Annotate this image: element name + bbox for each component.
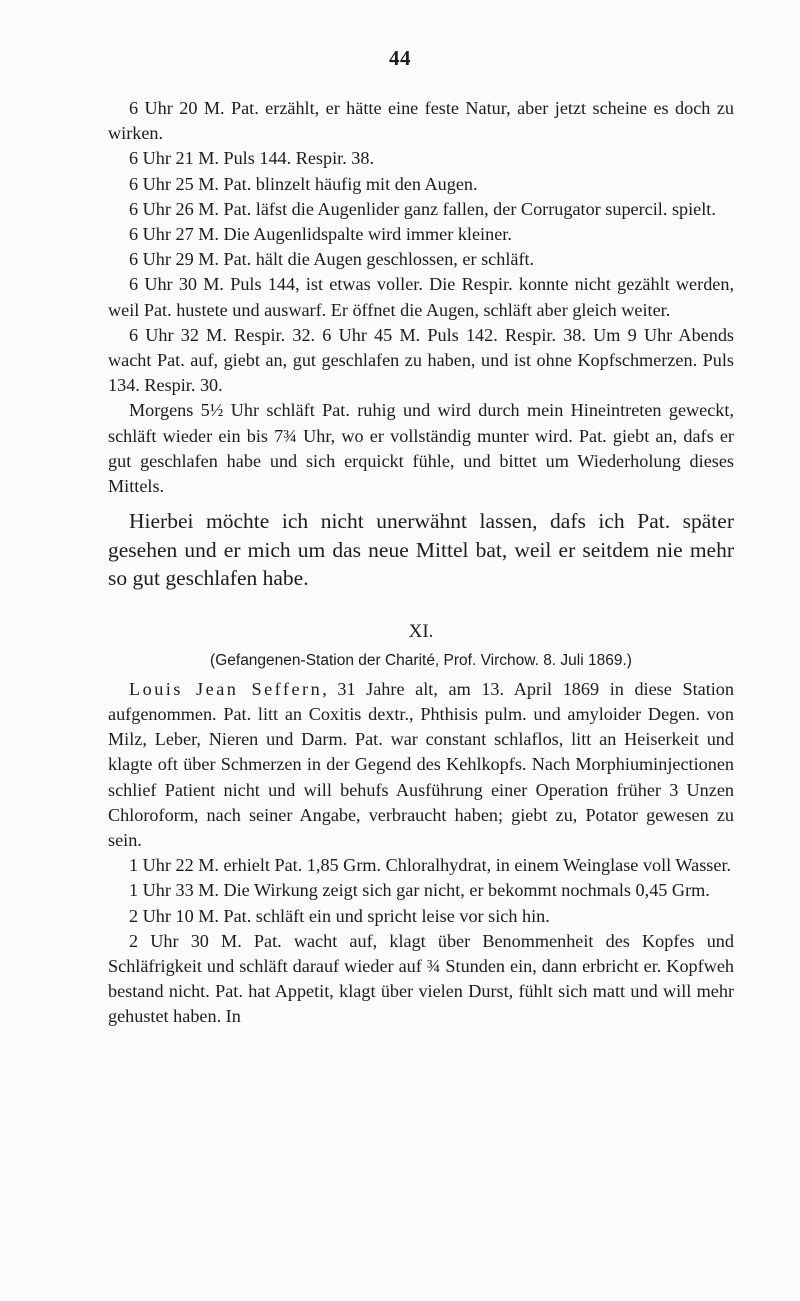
- entry-paragraph: 1 Uhr 22 M. erhielt Pat. 1,85 Grm. Chloralhydrat, in einem Weinglase voll Wasser.: [129, 855, 732, 876]
- case-intro-text: , 31 Jahre alt, am 13. April 1869 in diese Station aufgenommen. Pat. litt an Coxitis dextr., Phthisis pulm. und amyloider Degen. von Milz, Leber, Nieren und Darm. Pat. war constant schlaflos, litt an Heiserkeit und klagte oft über Schmerzen in der Gegend des Kehlkopfs. Nach Morphiuminjectionen schlief Patient nicht und will behufs Ausführung einer Operation früher 3 Unzen Chloroform, nach seiner Angabe, verbraucht haben; giebt zu, Potator gewesen zu sein.: [108, 678, 734, 850]
- entry-paragraph: 6 Uhr 21 M. Puls 144. Respir. 38.: [129, 148, 375, 169]
- entry-paragraph: 6 Uhr 29 M. Pat. hält die Augen geschlossen, er schläft.: [129, 249, 535, 270]
- entry-paragraph: 6 Uhr 25 M. Pat. blinzelt häufig mit den Augen.: [129, 173, 478, 194]
- entry-paragraph: 6 Uhr 20 M. Pat. erzählt, er hätte eine feste Natur, aber jetzt scheine es doch zu wirken.: [108, 98, 734, 144]
- entry-paragraph: 6 Uhr 32 M. Respir. 32. 6 Uhr 45 M. Puls 142. Respir. 38. Um 9 Uhr Abends wacht Pat. auf, giebt an, gut geschlafen zu haben, und ist ohne Kopfschmerzen. Puls 134. Respir. 30.: [108, 324, 734, 396]
- body-text: [108, 96, 734, 1030]
- institution-line: (Gefangenen-Station der Charité, Prof. Virchow. 8. Juli 1869.): [210, 651, 632, 669]
- case-introduction: [108, 677, 734, 853]
- entry-paragraph: 2 Uhr 10 M. Pat. schläft ein und spricht leise vor sich hin.: [129, 905, 550, 926]
- entry-paragraph: Morgens 5½ Uhr schläft Pat. ruhig und wird durch mein Hineintreten geweckt, schläft wieder ein bis 7¾ Uhr, wo er vollständig munter wird. Pat. giebt an, dafs er gut geschlafen habe und sich erquickt fühle, und bittet um Wiederholung dieses Mittels.: [108, 400, 734, 497]
- entry-paragraph: 6 Uhr 26 M. Pat. läfst die Augenlider ganz fallen, der Corrugator supercil. spielt.: [129, 198, 716, 219]
- section-heading: XI.: [408, 620, 434, 642]
- entry-paragraph: 6 Uhr 30 M. Puls 144, ist etwas voller. Die Respir. konnte nicht gezählt werden, weil Pat. hustete und auswarf. Er öffnet die Augen, schläft aber gleich weiter.: [108, 274, 734, 320]
- entry-paragraph: 6 Uhr 27 M. Die Augenlidspalte wird immer kleiner.: [129, 224, 512, 245]
- entry-paragraph: 2 Uhr 30 M. Pat. wacht auf, klagt über Benommenheit des Kopfes und Schläfrigkeit und schläft darauf wieder auf ¾ Stunden ein, dann erbricht er. Kopfweh bestand nicht. Pat. hat Appetit, klagt über vielen Durst, fühlt sich matt und will mehr gehustet haben. In: [108, 930, 734, 1027]
- patient-name: Louis Jean Seffern: [129, 678, 323, 699]
- page-number: 44: [389, 46, 411, 70]
- author-remark: Hierbei möchte ich nicht unerwähnt lassen, dafs ich Pat. später gesehen und er mich um das neue Mittel bat, weil er seitdem nie mehr so gut geschlafen habe.: [108, 509, 734, 591]
- entry-paragraph: 1 Uhr 33 M. Die Wirkung zeigt sich gar nicht, er bekommt nochmals 0,45 Grm.: [129, 880, 710, 901]
